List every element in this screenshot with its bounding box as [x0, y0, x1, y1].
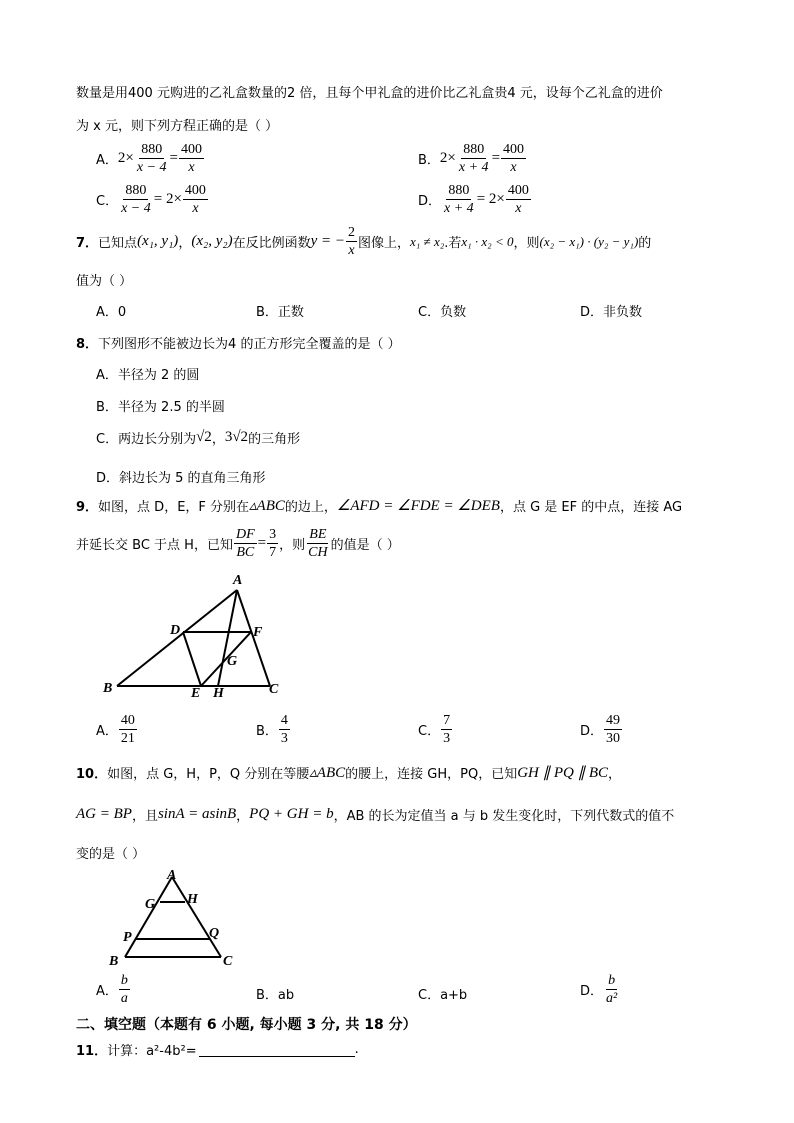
text: ，点 G 是 EF 的中点，连接 AG — [499, 500, 683, 515]
q10-line2 — [76, 805, 674, 824]
fraction: $\frac{400}{x}$ — [507, 183, 529, 216]
q9-figure — [95, 570, 295, 702]
text: ，则 — [279, 538, 306, 553]
option-label: D． — [580, 724, 604, 739]
question-number: 9． — [76, 500, 99, 515]
q10-line3: 变的是（ ） — [76, 847, 146, 862]
segment-de — [183, 632, 201, 686]
text: 的三角形 — [248, 432, 301, 447]
text: 的值是（ ） — [330, 538, 400, 553]
equals: = 2× — [153, 191, 182, 207]
q11-line — [76, 1040, 359, 1059]
text: 的腰上，连接 GH，PQ，已知 — [345, 767, 518, 782]
point-label-g: G — [227, 654, 238, 669]
fraction: $\frac{400}{x}$ — [503, 142, 525, 175]
q8-line — [76, 333, 401, 352]
option-label: B． — [418, 153, 440, 168]
radical: 3√2 — [224, 429, 249, 445]
segment-ab — [125, 877, 172, 957]
point-2: (x₂, y₂) — [191, 233, 233, 249]
q9-line1 — [76, 496, 682, 515]
q6-option-c[interactable] — [96, 182, 209, 217]
coef: 2× — [439, 150, 456, 166]
q8-option-d[interactable]: D．斜边长为 5 的直角三角形 — [96, 471, 266, 486]
text: ， — [608, 767, 622, 782]
q8-option-a[interactable]: A．半径为 2 的圆 — [96, 368, 200, 383]
q10-option-a[interactable] — [96, 972, 131, 1007]
condition: PQ + GH = b — [249, 806, 334, 822]
question-number: 10． — [76, 767, 108, 782]
segment-ah — [218, 590, 237, 686]
fraction: $\frac{7}{3}$ — [443, 713, 451, 746]
text: 如图，点 G，H，P，Q 分别在等腰 — [107, 767, 310, 782]
point-label-c: C — [223, 954, 233, 969]
q9-option-c[interactable] — [418, 712, 453, 747]
point-label-b: B — [103, 681, 113, 696]
equals: = 2× — [476, 191, 505, 207]
fraction: $\frac{40}{21}$ — [120, 713, 135, 746]
text: 并延长交 BC 于点 H，已知 — [76, 538, 233, 553]
fraction: $\frac{3}{7}$ — [269, 527, 277, 560]
q6-line1: 数量是用400 元购进的乙礼盒数量的2 倍，且每个甲礼盒的进价比乙礼盒贵4 元，设每个乙礼盒的进价 — [76, 86, 663, 101]
q9-option-d[interactable] — [580, 712, 623, 747]
point-label-f: F — [253, 625, 263, 640]
q6-line2: 为 x 元，则下列方程正确的是（ ） — [76, 119, 279, 134]
text: 的边上， — [284, 500, 337, 515]
option-label: A． — [96, 153, 118, 168]
text: 在反比例函数 — [232, 236, 311, 251]
option-label: A． — [96, 724, 118, 739]
option-label: B． — [256, 724, 278, 739]
text: ， — [236, 809, 250, 824]
q7-line2: 值为（ ） — [76, 274, 133, 289]
equals: = — [169, 150, 179, 166]
answer-blank[interactable] — [199, 1042, 355, 1057]
q6-option-a[interactable] — [96, 141, 205, 176]
text: 如图，点 D，E，F 分别在 — [98, 500, 250, 515]
point-label-d: D — [170, 623, 181, 638]
q9-option-a[interactable] — [96, 712, 138, 747]
q7-line1 — [76, 224, 651, 259]
triangle: ▵ABC — [309, 765, 346, 781]
triangle: ▵ABC — [249, 498, 285, 514]
text: .若 — [444, 236, 462, 251]
q10-figure — [105, 865, 245, 970]
section-title: 二、填空题（本题有 6 小题, 每小题 3 分, 共 18 分） — [76, 1017, 417, 1033]
text: C．两边长分别为 — [96, 432, 197, 447]
segment-ab — [117, 590, 237, 686]
q8-option-b[interactable]: B．半径为 2.5 的半圆 — [96, 400, 225, 415]
text: 的 — [638, 236, 652, 251]
condition: sinA = asinB — [157, 806, 237, 822]
question-text: 下列图形不能被边长为4 的正方形完全覆盖的是（ ） — [98, 337, 401, 352]
text: ， — [178, 236, 192, 251]
text: 图像上， — [358, 236, 411, 251]
condition: x₁ · x₂ < 0 — [461, 233, 514, 249]
text: 已知点 — [98, 236, 138, 251]
q10-option-c[interactable]: C．a+b — [418, 988, 468, 1003]
point-label-g: G — [145, 897, 156, 912]
condition: x₁ ≠ x₂ — [410, 233, 445, 249]
segment-ac — [172, 877, 221, 957]
option-label: C． — [96, 194, 119, 209]
radical: √2 — [196, 429, 212, 445]
point-label-c: C — [269, 682, 279, 697]
question-number: 7． — [76, 236, 99, 251]
q6-option-d[interactable] — [418, 182, 532, 217]
q8-option-c[interactable] — [96, 428, 300, 447]
q9-option-b[interactable] — [256, 712, 291, 747]
parallel: GH ∥ PQ ∥ BC — [517, 765, 609, 781]
option-label: D． — [580, 984, 604, 999]
condition: AG = BP — [76, 806, 132, 822]
fraction: $\frac{4}{3}$ — [280, 713, 288, 746]
fraction: $\frac{880}{x + 4}$ — [444, 183, 474, 216]
text: ， — [211, 432, 225, 447]
point-label-b: B — [109, 954, 119, 969]
point-label-h: H — [213, 686, 224, 701]
q10-option-b[interactable]: B．ab — [256, 988, 295, 1003]
fraction: $\frac{2}{x}$ — [348, 225, 355, 258]
text: . — [354, 1042, 359, 1057]
function: y = − — [310, 233, 345, 249]
point-label-p: P — [123, 930, 132, 945]
text: ，AB 的长为定值当 a 与 b 发生变化时，下列代数式的值不 — [333, 809, 675, 824]
point-label-h: H — [187, 892, 198, 907]
fraction: $\frac{880}{x - 4}$ — [121, 183, 151, 216]
point-label-q: Q — [209, 926, 220, 941]
text: ，且 — [131, 809, 158, 824]
q7-option-b[interactable]: B．正数 — [256, 305, 304, 320]
fraction: $\frac{400}{x}$ — [184, 183, 206, 216]
text: ，则 — [513, 236, 540, 251]
fraction: $\frac{b}{a}$ — [120, 973, 128, 1006]
option-label: A． — [96, 984, 118, 999]
q10-line1 — [76, 763, 621, 782]
point-label-a: A — [167, 868, 177, 883]
option-label: C． — [418, 724, 441, 739]
q9-line2 — [76, 526, 400, 561]
expression: (x₂ − x₁) · (y₂ − y₁) — [539, 233, 639, 249]
coef: 2× — [117, 150, 134, 166]
point-label-a: A — [233, 573, 243, 588]
angles: ∠AFD = ∠FDE = ∠DEB — [336, 498, 500, 514]
q7-option-d[interactable]: D．非负数 — [580, 305, 643, 320]
point-1: (x₁, y₁) — [137, 233, 179, 249]
segment-ef — [201, 632, 251, 686]
fraction: $\frac{DF}{BC}$ — [235, 527, 255, 560]
question-text: 计算：a²-4b²= — [107, 1044, 197, 1059]
equals: = — [491, 150, 501, 166]
q7-option-c[interactable]: C．负数 — [418, 305, 467, 320]
question-number: 11． — [76, 1044, 108, 1059]
point-label-e: E — [191, 686, 201, 701]
equals: = — [257, 535, 267, 551]
fraction: $\frac{49}{30}$ — [606, 713, 621, 746]
option-label: D． — [418, 194, 442, 209]
fraction: $\frac{BE}{CH}$ — [308, 527, 328, 560]
fraction: $\frac{b}{\text{a²}}$ — [606, 973, 618, 1006]
q7-option-a[interactable]: A．0 — [96, 305, 127, 320]
q6-option-b[interactable] — [418, 141, 527, 176]
fraction: $\frac{880}{x + 4}$ — [458, 142, 489, 175]
fraction: $\frac{880}{x - 4}$ — [136, 142, 167, 175]
fraction: $\frac{400}{x}$ — [181, 142, 203, 175]
q10-option-d[interactable] — [580, 972, 620, 1007]
question-number: 8． — [76, 337, 99, 352]
